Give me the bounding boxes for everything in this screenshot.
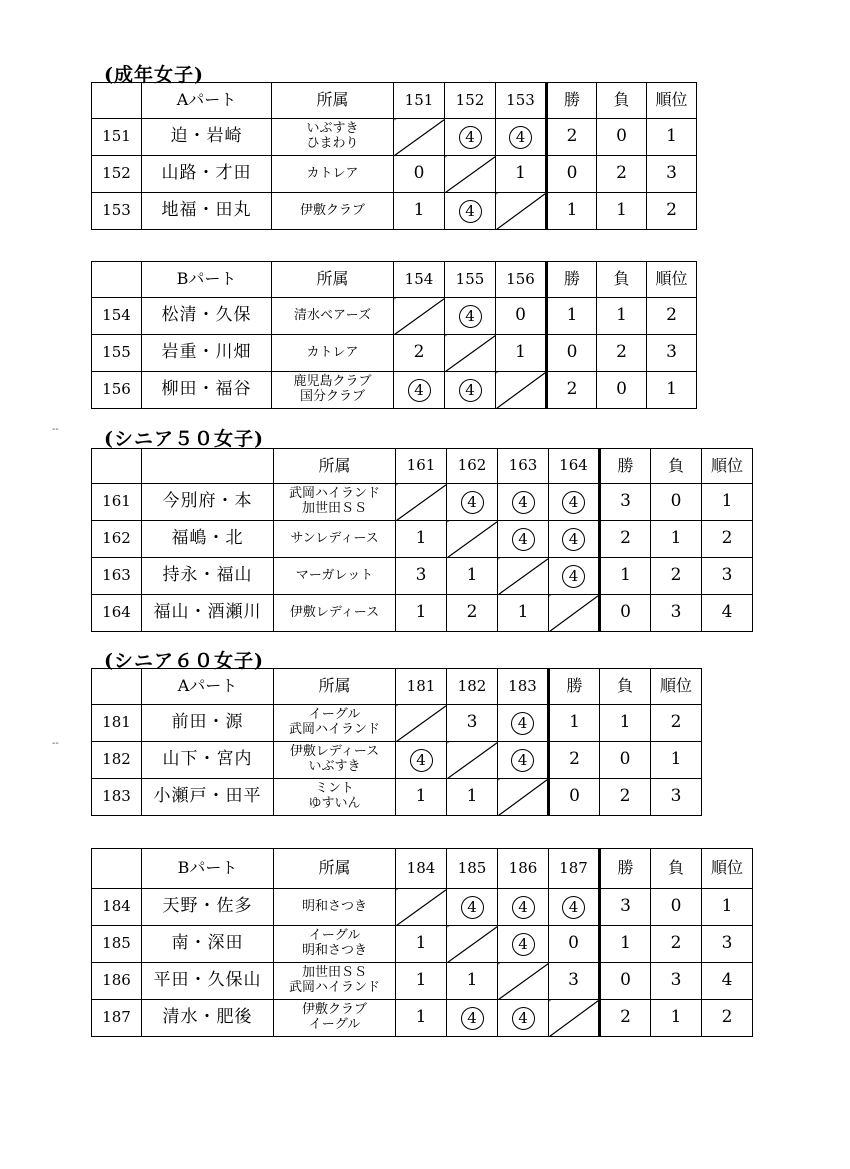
- rank-value: 4: [702, 595, 753, 632]
- self-match-cell: [549, 1000, 600, 1037]
- club-line: 武岡ハイランド: [288, 486, 380, 502]
- club-line: イーグル: [308, 707, 361, 723]
- club-line: いぶすき: [308, 759, 361, 774]
- club-line: カトレア: [306, 344, 359, 360]
- match-score-win: [498, 521, 549, 558]
- entry-number: 164: [92, 595, 142, 632]
- table-row: [92, 335, 697, 372]
- win-score-circle: 4: [512, 933, 535, 956]
- club-line: 国分クラブ: [299, 389, 365, 404]
- entry-number: 185: [92, 926, 142, 963]
- match-score-win: [549, 558, 600, 595]
- wins-header: 勝: [549, 669, 600, 705]
- match-score-win: [498, 889, 549, 926]
- match-score-win: [394, 372, 445, 409]
- win-score-circle: 4: [512, 528, 535, 551]
- club-line: マーガレット: [295, 567, 374, 583]
- losses-count: 1: [597, 298, 647, 335]
- wins-count: 2: [600, 521, 651, 558]
- club-name: [274, 484, 396, 521]
- corner-cell: [92, 849, 142, 889]
- rank-value: 2: [651, 705, 702, 742]
- club-line: 明和さつき: [301, 898, 367, 914]
- losses-count: 2: [597, 335, 647, 372]
- match-score: 1: [396, 521, 447, 558]
- losses-count: 0: [597, 372, 647, 409]
- win-score-circle: 4: [511, 712, 534, 735]
- rank-value: 1: [647, 372, 697, 409]
- table-row: [92, 779, 702, 816]
- rank-value: 1: [651, 742, 702, 779]
- match-score: 1: [496, 335, 547, 372]
- part-header: Aパート: [142, 83, 272, 119]
- club-line: 武岡ハイランド: [288, 722, 380, 737]
- entry-number: 162: [92, 521, 142, 558]
- club-line: カトレア: [306, 165, 359, 181]
- club-name: [274, 1000, 396, 1037]
- win-score-circle: 4: [509, 126, 532, 149]
- rank-value: 3: [702, 926, 753, 963]
- losses-count: 3: [651, 595, 702, 632]
- player-names: 山路・才田: [142, 156, 272, 193]
- losses-count: 0: [600, 742, 651, 779]
- entry-number: 186: [92, 963, 142, 1000]
- match-score-win: [498, 926, 549, 963]
- wins-header: 勝: [600, 449, 651, 484]
- rank-value: 1: [647, 119, 697, 156]
- self-match-cell: [498, 558, 549, 595]
- opponent-header: 153: [496, 83, 547, 119]
- win-score-circle: 4: [512, 491, 535, 514]
- wins-count: 2: [600, 1000, 651, 1037]
- match-score-win: [498, 705, 549, 742]
- wins-count: 0: [547, 335, 597, 372]
- wins-count: 1: [600, 558, 651, 595]
- match-score-win: [447, 889, 498, 926]
- opponent-header: 154: [394, 262, 445, 298]
- corner-cell: [92, 669, 142, 705]
- table-row: [92, 558, 753, 595]
- league-table-senior-women-b: [91, 261, 697, 409]
- self-match-cell: [498, 779, 549, 816]
- wins-header: 勝: [547, 262, 597, 298]
- losses-header: 負: [597, 262, 647, 298]
- entry-number: 163: [92, 558, 142, 595]
- club-name: [272, 193, 394, 230]
- opponent-header: 184: [396, 849, 447, 889]
- part-header: Bパート: [142, 849, 274, 889]
- scan-mark-left: --: [52, 424, 59, 435]
- part-header: Bパート: [142, 262, 272, 298]
- table-row: [92, 1000, 753, 1037]
- match-score: 3: [396, 558, 447, 595]
- club-line: ミント: [314, 781, 354, 797]
- header-row: [92, 449, 753, 484]
- club-name: [274, 926, 396, 963]
- opponent-header: 181: [396, 669, 447, 705]
- entry-number: 161: [92, 484, 142, 521]
- club-line: ひまわり: [306, 136, 359, 151]
- match-score-win: [445, 193, 496, 230]
- part-header: Aパート: [142, 669, 274, 705]
- self-match-cell: [496, 193, 547, 230]
- table-row: [92, 119, 697, 156]
- table-row: [92, 705, 702, 742]
- club-line: ゆすいん: [308, 796, 361, 811]
- rank-value: 3: [647, 156, 697, 193]
- club-name: [274, 521, 396, 558]
- header-row: [92, 669, 702, 705]
- title-senior60-women: (シニア６０女子): [104, 650, 264, 672]
- rank-value: 3: [651, 779, 702, 816]
- match-score-win: [549, 889, 600, 926]
- table-row: [92, 298, 697, 335]
- losses-header: 負: [651, 849, 702, 889]
- match-score-win: [498, 484, 549, 521]
- league-table-senior-women-a: [91, 82, 697, 230]
- wins-count: 2: [547, 372, 597, 409]
- win-score-circle: 4: [459, 379, 482, 402]
- losses-count: 2: [600, 779, 651, 816]
- entry-number: 184: [92, 889, 142, 926]
- player-names: 岩重・川畑: [142, 335, 272, 372]
- rank-value: 2: [702, 1000, 753, 1037]
- header-row: [92, 262, 697, 298]
- losses-count: 1: [597, 193, 647, 230]
- match-score-win: [498, 1000, 549, 1037]
- table-row: [92, 889, 753, 926]
- club-line: 加世田ＳＳ: [301, 965, 367, 981]
- player-names: 持永・福山: [142, 558, 274, 595]
- opponent-header: 186: [498, 849, 549, 889]
- table-row: [92, 372, 697, 409]
- self-match-cell: [394, 298, 445, 335]
- part-header: [142, 449, 274, 484]
- club-name: [272, 372, 394, 409]
- match-score-win: [445, 298, 496, 335]
- match-score-win: [496, 119, 547, 156]
- wins-count: 2: [547, 119, 597, 156]
- self-match-cell: [445, 335, 496, 372]
- opponent-header: 151: [394, 83, 445, 119]
- club-line: サンレディース: [290, 530, 379, 546]
- losses-count: 2: [597, 156, 647, 193]
- win-score-circle: 4: [459, 126, 482, 149]
- table-row: [92, 742, 702, 779]
- table-row: [92, 963, 753, 1000]
- win-score-circle: 4: [408, 379, 431, 402]
- match-score: 1: [496, 156, 547, 193]
- corner-cell: [92, 262, 142, 298]
- opponent-header: 164: [549, 449, 600, 484]
- losses-header: 負: [600, 669, 651, 705]
- losses-count: 0: [651, 484, 702, 521]
- club-name: [272, 335, 394, 372]
- club-line: 伊敷レディース: [289, 604, 380, 620]
- match-score-win: [549, 521, 600, 558]
- match-score: 1: [396, 595, 447, 632]
- club-line: 加世田ＳＳ: [301, 501, 367, 516]
- club-line: 鹿児島クラブ: [293, 374, 372, 390]
- losses-count: 2: [651, 926, 702, 963]
- match-score: 2: [447, 595, 498, 632]
- losses-header: 負: [651, 449, 702, 484]
- club-name: [274, 558, 396, 595]
- player-names: 迫・岩崎: [142, 119, 272, 156]
- match-score-win: [396, 742, 447, 779]
- table-row: [92, 484, 753, 521]
- opponent-header: 185: [447, 849, 498, 889]
- header-row: [92, 83, 697, 119]
- self-match-cell: [396, 484, 447, 521]
- player-names: 天野・佐多: [142, 889, 274, 926]
- player-names: 今別府・本: [142, 484, 274, 521]
- wins-header: 勝: [547, 83, 597, 119]
- match-score: 1: [396, 963, 447, 1000]
- match-score: 1: [447, 558, 498, 595]
- self-match-cell: [447, 742, 498, 779]
- club-name: [274, 963, 396, 1000]
- club-line: 清水ベアーズ: [294, 307, 371, 323]
- table-row: [92, 926, 753, 963]
- corner-cell: [92, 449, 142, 484]
- win-score-circle: 4: [461, 1007, 484, 1030]
- match-score-win: [447, 484, 498, 521]
- wins-count: 0: [600, 595, 651, 632]
- match-score: 0: [549, 926, 600, 963]
- entry-number: 183: [92, 779, 142, 816]
- rank-value: 2: [702, 521, 753, 558]
- win-score-circle: 4: [461, 896, 484, 919]
- player-names: 南・深田: [142, 926, 274, 963]
- rank-value: 3: [647, 335, 697, 372]
- entry-number: 155: [92, 335, 142, 372]
- wins-header: 勝: [600, 849, 651, 889]
- match-score: 1: [498, 595, 549, 632]
- wins-count: 1: [547, 298, 597, 335]
- win-score-circle: 4: [459, 200, 482, 223]
- self-match-cell: [496, 372, 547, 409]
- match-score-win: [445, 119, 496, 156]
- self-match-cell: [396, 889, 447, 926]
- opponent-header: 155: [445, 262, 496, 298]
- match-score: 2: [394, 335, 445, 372]
- self-match-cell: [498, 963, 549, 1000]
- wins-count: 0: [549, 779, 600, 816]
- wins-count: 1: [547, 193, 597, 230]
- header-row: [92, 849, 753, 889]
- title-senior-women: (成年女子): [104, 64, 204, 86]
- match-score: 3: [447, 705, 498, 742]
- match-score-win: [447, 1000, 498, 1037]
- club-name: [274, 889, 396, 926]
- opponent-header: 156: [496, 262, 547, 298]
- rank-header: 順位: [647, 83, 697, 119]
- opponent-header: 152: [445, 83, 496, 119]
- club-header: 所属: [274, 669, 396, 705]
- club-name: [272, 119, 394, 156]
- win-score-circle: 4: [511, 749, 534, 772]
- win-score-circle: 4: [562, 565, 585, 588]
- opponent-header: 187: [549, 849, 600, 889]
- win-score-circle: 4: [562, 896, 585, 919]
- title-senior50-women: (シニア５０女子): [104, 428, 264, 450]
- club-line: 伊敷レディース: [289, 744, 380, 760]
- entry-number: 151: [92, 119, 142, 156]
- self-match-cell: [394, 119, 445, 156]
- win-score-circle: 4: [512, 1007, 535, 1030]
- player-names: 清水・肥後: [142, 1000, 274, 1037]
- wins-count: 0: [600, 963, 651, 1000]
- rank-header: 順位: [702, 849, 753, 889]
- player-names: 前田・源: [142, 705, 274, 742]
- losses-count: 1: [651, 521, 702, 558]
- opponent-header: 183: [498, 669, 549, 705]
- club-name: [272, 156, 394, 193]
- player-names: 松清・久保: [142, 298, 272, 335]
- club-line: 武岡ハイランド: [288, 980, 380, 995]
- club-line: 伊敷クラブ: [301, 1002, 367, 1018]
- self-match-cell: [445, 156, 496, 193]
- wins-count: 2: [549, 742, 600, 779]
- match-score: 1: [447, 779, 498, 816]
- opponent-header: 163: [498, 449, 549, 484]
- wins-count: 1: [549, 705, 600, 742]
- scan-mark-left-2: --: [52, 738, 59, 749]
- match-score: 0: [496, 298, 547, 335]
- club-name: [274, 705, 396, 742]
- win-score-circle: 4: [562, 528, 585, 551]
- rank-value: 1: [702, 889, 753, 926]
- club-header: 所属: [272, 262, 394, 298]
- table-row: [92, 595, 753, 632]
- match-score: 1: [396, 779, 447, 816]
- rank-header: 順位: [651, 669, 702, 705]
- match-score: 1: [394, 193, 445, 230]
- club-name: [274, 779, 396, 816]
- rank-value: 2: [647, 298, 697, 335]
- match-score: 1: [396, 926, 447, 963]
- win-score-circle: 4: [459, 305, 482, 328]
- player-names: 福山・酒瀬川: [142, 595, 274, 632]
- losses-count: 1: [600, 705, 651, 742]
- club-line: 伊敷クラブ: [299, 202, 365, 218]
- club-line: いぶすき: [306, 121, 359, 137]
- rank-header: 順位: [647, 262, 697, 298]
- player-names: 地福・田丸: [142, 193, 272, 230]
- rank-value: 2: [647, 193, 697, 230]
- losses-count: 2: [651, 558, 702, 595]
- win-score-circle: 4: [461, 491, 484, 514]
- win-score-circle: 4: [410, 749, 433, 772]
- match-score-win: [498, 742, 549, 779]
- league-table-senior60-women-a: [91, 668, 702, 816]
- win-score-circle: 4: [562, 491, 585, 514]
- match-score: 1: [447, 963, 498, 1000]
- self-match-cell: [447, 926, 498, 963]
- club-name: [272, 298, 394, 335]
- wins-count: 0: [547, 156, 597, 193]
- entry-number: 156: [92, 372, 142, 409]
- club-line: イーグル: [308, 1017, 361, 1032]
- match-score-win: [549, 484, 600, 521]
- player-names: 小瀬戸・田平: [142, 779, 274, 816]
- entry-number: 181: [92, 705, 142, 742]
- self-match-cell: [447, 521, 498, 558]
- table-row: [92, 521, 753, 558]
- rank-value: 3: [702, 558, 753, 595]
- opponent-header: 162: [447, 449, 498, 484]
- self-match-cell: [549, 595, 600, 632]
- entry-number: 182: [92, 742, 142, 779]
- player-names: 福嶋・北: [142, 521, 274, 558]
- wins-count: 3: [600, 484, 651, 521]
- losses-count: 0: [651, 889, 702, 926]
- losses-count: 3: [651, 963, 702, 1000]
- entry-number: 153: [92, 193, 142, 230]
- match-score: 1: [396, 1000, 447, 1037]
- match-score-win: [445, 372, 496, 409]
- league-table-senior50-women: [91, 448, 753, 632]
- player-names: 平田・久保山: [142, 963, 274, 1000]
- club-header: 所属: [274, 449, 396, 484]
- league-table-senior60-women-b: [91, 848, 753, 1037]
- club-header: 所属: [274, 849, 396, 889]
- table-row: [92, 193, 697, 230]
- entry-number: 152: [92, 156, 142, 193]
- losses-header: 負: [597, 83, 647, 119]
- self-match-cell: [396, 705, 447, 742]
- opponent-header: 161: [396, 449, 447, 484]
- rank-value: 4: [702, 963, 753, 1000]
- losses-count: 1: [651, 1000, 702, 1037]
- rank-value: 1: [702, 484, 753, 521]
- wins-count: 3: [600, 889, 651, 926]
- player-names: 山下・宮内: [142, 742, 274, 779]
- match-score: 0: [394, 156, 445, 193]
- entry-number: 187: [92, 1000, 142, 1037]
- match-score: 3: [549, 963, 600, 1000]
- losses-count: 0: [597, 119, 647, 156]
- player-names: 柳田・福谷: [142, 372, 272, 409]
- win-score-circle: 4: [512, 896, 535, 919]
- club-line: 明和さつき: [301, 943, 367, 958]
- club-name: [274, 595, 396, 632]
- corner-cell: [92, 83, 142, 119]
- entry-number: 154: [92, 298, 142, 335]
- rank-header: 順位: [702, 449, 753, 484]
- wins-count: 1: [600, 926, 651, 963]
- club-line: イーグル: [308, 928, 361, 944]
- opponent-header: 182: [447, 669, 498, 705]
- club-header: 所属: [272, 83, 394, 119]
- club-name: [274, 742, 396, 779]
- table-row: [92, 156, 697, 193]
